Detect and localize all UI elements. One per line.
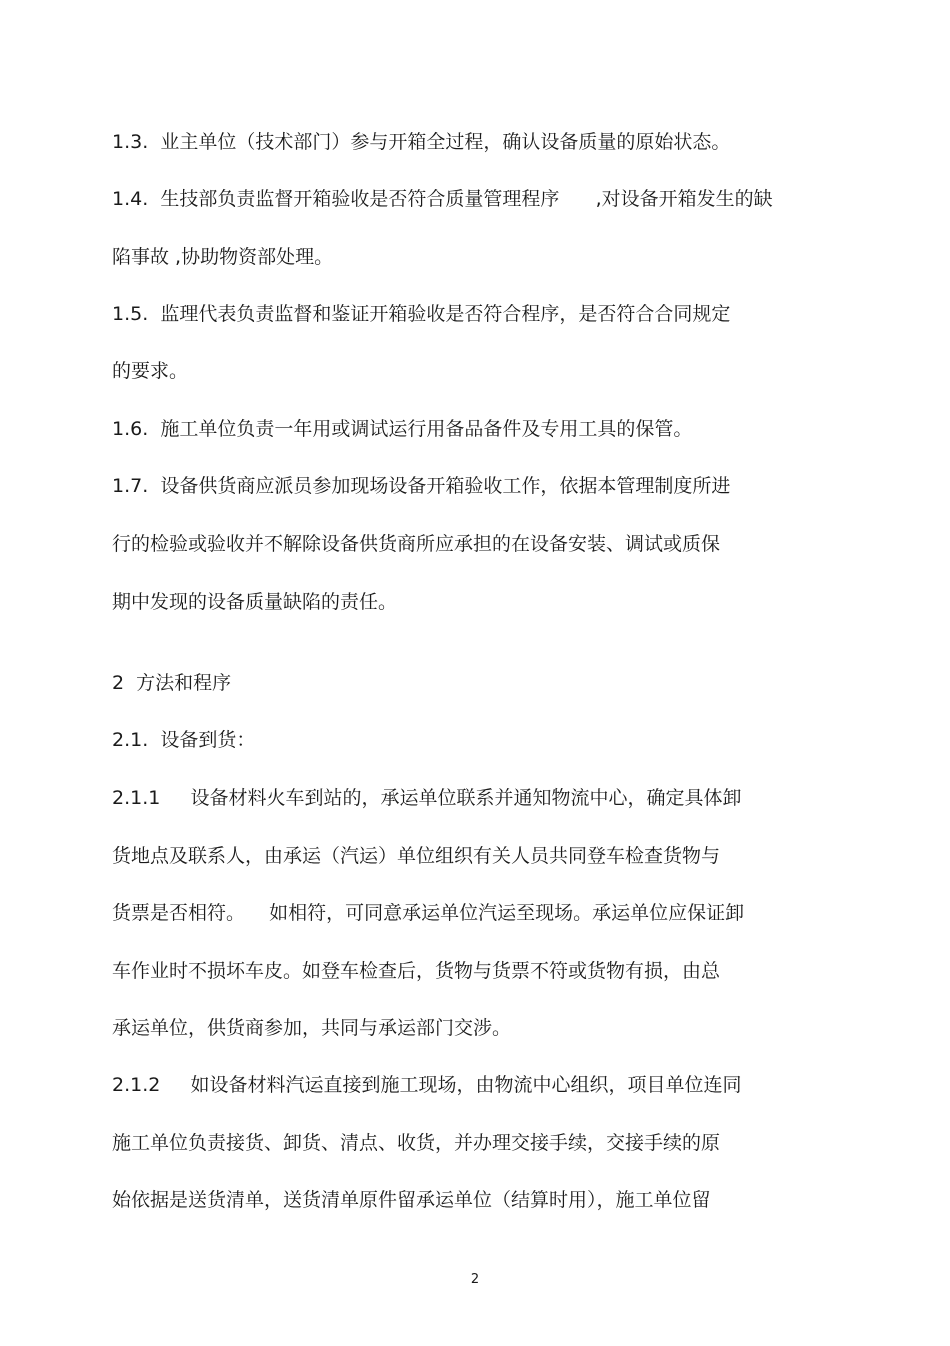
text-line: 1.3. 业主单位（技术部门）参与开箱全过程，确认设备质量的原始状态。 — [112, 131, 731, 153]
text-line: 承运单位，供货商参加，共同与承运部门交涉。 — [112, 1017, 512, 1039]
text-line: 2.1.2 如设备材料汽运直接到施工现场，由物流中心组织，项目单位连同 — [112, 1074, 742, 1096]
subsection-heading: 2.1. 设备到货： — [112, 729, 256, 751]
text-line: 期中发现的设备质量缺陷的责任。 — [112, 591, 398, 613]
text-line: 的要求。 — [112, 360, 189, 382]
text-line: 施工单位负责接货、卸货、清点、收货，并办理交接手续，交接手续的原 — [112, 1132, 721, 1154]
text-line: 车作业时不损坏车皮。如登车检查后，货物与货票不符或货物有损，由总 — [112, 960, 721, 982]
text-line: 1.6. 施工单位负责一年用或调试运行用备品备件及专用工具的保管。 — [112, 418, 693, 440]
section-heading: 2 方法和程序 — [112, 672, 232, 694]
text-line: 1.4. 生技部负责监督开箱验收是否符合质量管理程序 ,对设备开箱发生的缺 — [112, 188, 773, 210]
text-line: 始依据是送货清单，送货清单原件留承运单位（结算时用），施工单位留 — [112, 1189, 711, 1211]
text-line: 货地点及联系人，由承运（汽运）单位组织有关人员共同登车检查货物与 — [112, 845, 721, 867]
text-line: 货票是否相符。 如相符，可同意承运单位汽运至现场。承运单位应保证卸 — [112, 902, 745, 924]
text-line: 2.1.1 设备材料火车到站的，承运单位联系并通知物流中心，确定具体卸 — [112, 787, 742, 809]
text-line: 1.5. 监理代表负责监督和鉴证开箱验收是否符合程序，是否符合合同规定 — [112, 303, 731, 325]
text-line: 行的检验或验收并不解除设备供货商所应承担的在设备安装、调试或质保 — [112, 533, 721, 555]
text-line: 陷事故 ,协助物资部处理。 — [112, 246, 334, 268]
page-number: 2 — [470, 1272, 480, 1287]
text-line: 1.7. 设备供货商应派员参加现场设备开箱验收工作，依据本管理制度所进 — [112, 475, 731, 497]
